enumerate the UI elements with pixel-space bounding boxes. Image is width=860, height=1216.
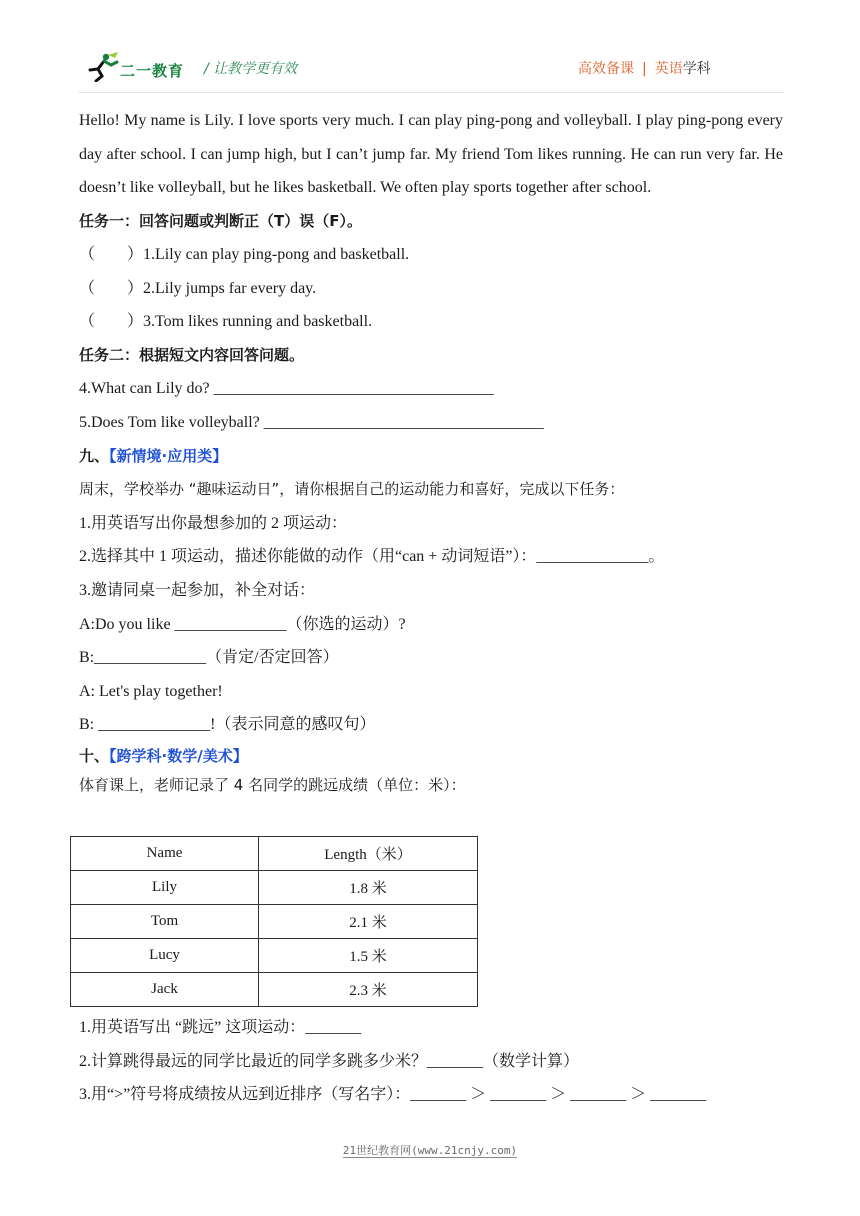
logo — [84, 52, 194, 82]
table-row — [71, 871, 478, 905]
section10-item-2: 2.计算跳得最远的同学比最近的同学多跳多少米？_______（数学计算） — [79, 1052, 580, 1070]
section10-number: 十、 — [79, 747, 110, 765]
task2-title: 任务二：根据短文内容回答问题。 — [79, 345, 305, 364]
section10-item-1: 1.用英语写出 “跳远” 这项运动：_______ — [79, 1019, 362, 1036]
table-header-name: Name — [71, 837, 259, 871]
logo-text: 二一教育 — [120, 62, 185, 80]
main-content — [79, 104, 783, 800]
header-subject-name: 英语 — [654, 61, 683, 77]
table-header-length: Length（米） — [259, 837, 478, 871]
table-cell-name: Tom — [71, 905, 259, 939]
section9-item-3: 3.邀请同桌一起参加，补全对话： — [79, 582, 316, 600]
table-cell-length: 2.1 米 — [259, 905, 478, 939]
table-cell-name: Lily — [71, 871, 259, 905]
dialogue-line-a1: A:Do you like ______________（你选的运动）? — [79, 615, 406, 633]
task1-item-2: （ ）2.Lily jumps far every day. — [79, 279, 317, 297]
table-cell-length: 1.8 米 — [259, 871, 478, 905]
header-separator: | — [642, 61, 647, 77]
header-subject — [578, 58, 711, 78]
task2-item-5: 5.Does Tom like volleyball? ___________________________________ — [79, 414, 544, 432]
section9-item-2: 2.选择其中 1 项运动，描述你能做的动作（用“can + 动词短语”）：______________。 — [79, 548, 665, 566]
page-footer — [0, 1142, 860, 1158]
table-row — [71, 973, 478, 1007]
header-slogan: / 让教学更有效 — [204, 61, 298, 77]
header-divider — [78, 92, 784, 93]
task1-title: 任务一：回答问题或判断正（T）误（F）。 — [79, 211, 362, 230]
table-row — [71, 905, 478, 939]
section10-heading — [79, 742, 783, 770]
section10-questions — [79, 1011, 783, 1112]
section9-heading — [79, 440, 783, 474]
section9-intro: 周末，学校举办 “趣味运动日”，请你根据自己的运动能力和喜好，完成以下任务： — [79, 480, 625, 499]
section10-item-3: 3.用“>”符号将成绩按从远到近排序（写名字）：_______ ＞ _______ ＞ _______ ＞ _______ — [79, 1086, 707, 1104]
table-cell-name: Jack — [71, 973, 259, 1007]
table-cell-length: 2.3 米 — [259, 973, 478, 1007]
reading-passage: Hello! My name is Lily. I love sports very much. I can play ping-pong and volleyball. I play ping-pong every day after school. I can jump high, but I can’t jump far. My friend Tom likes running. He can run very far. He doesn’t like volleyball, but he likes basketball. We often play sports together after school. — [79, 112, 783, 196]
table-row — [71, 939, 478, 973]
table-header-row — [71, 837, 478, 871]
section10-intro: 体育课上，老师记录了 4 名同学的跳远成绩（单位：米）： — [79, 776, 466, 794]
section9-tag: 【新情境·应用类】 — [109, 446, 228, 465]
dialogue-line-b2: B: ______________!（表示同意的感叹句） — [79, 716, 376, 734]
task2-item-4: 4.What can Lily do? ___________________________________ — [79, 380, 494, 398]
long-jump-table — [70, 836, 478, 1007]
table-cell-length: 1.5 米 — [259, 939, 478, 973]
header-subject-tail: 学科 — [682, 61, 711, 77]
header-tagline: 高效备课 — [578, 61, 634, 77]
task1-item-3: （ ）3.Tom likes running and basketball. — [79, 313, 373, 331]
footer-link[interactable]: 21世纪教育网(www.21cnjy.com) — [342, 1144, 518, 1157]
dialogue-line-a2: A: Let's play together! — [79, 682, 223, 700]
section9-number: 九、 — [79, 446, 110, 465]
task1-item-1: （ ）1.Lily can play ping-pong and basketball. — [79, 246, 410, 264]
dialogue-line-b1: B:______________（肯定/否定回答） — [79, 649, 339, 667]
section9-item-1: 1.用英语写出你最想参加的 2 项运动： — [79, 514, 348, 532]
page-header — [0, 0, 860, 100]
table-cell-name: Lucy — [71, 939, 259, 973]
runner-logo-icon — [84, 52, 120, 82]
section10-tag: 【跨学科·数学/美术】 — [109, 747, 248, 765]
